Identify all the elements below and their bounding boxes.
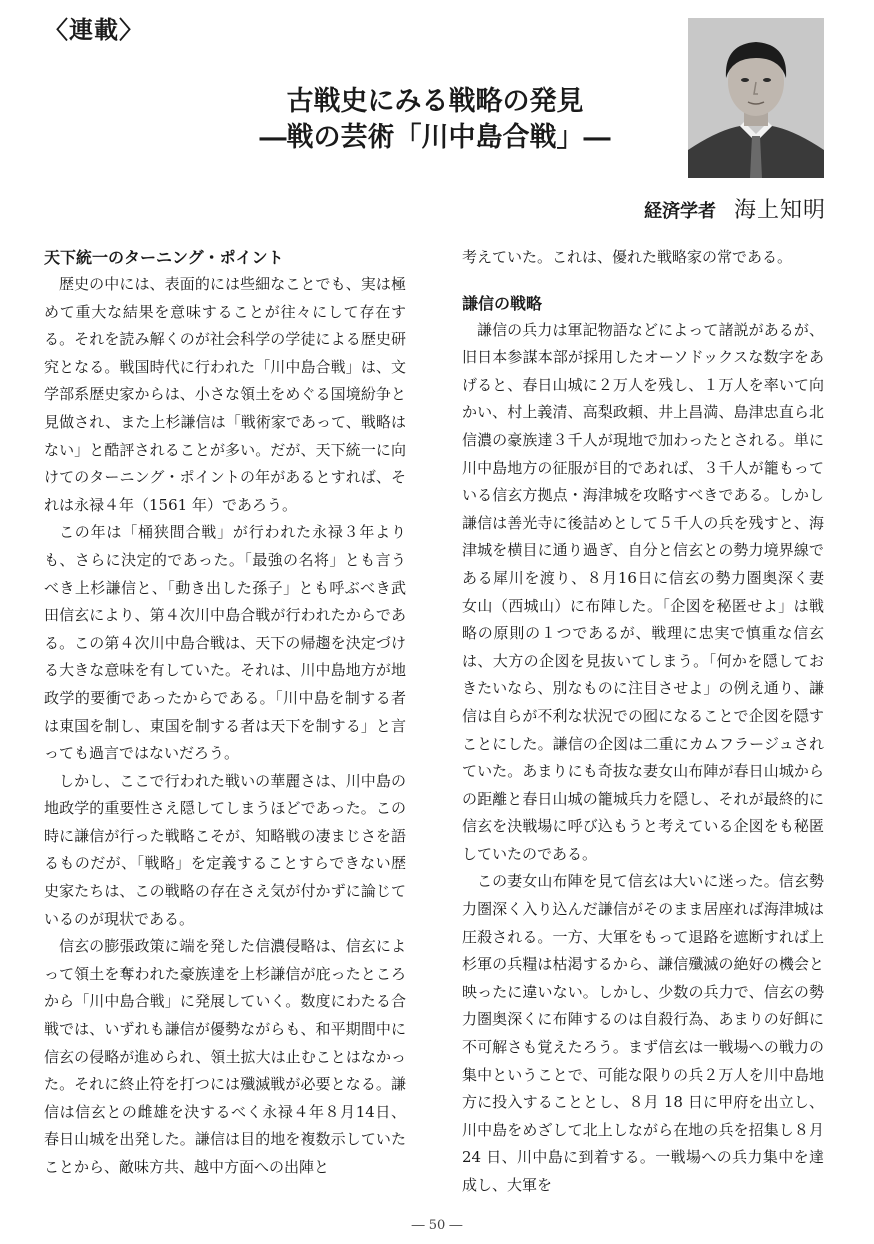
paragraph: 信玄の膨張政策に端を発した信濃侵略は、信玄によって領土を奪われた豪族達を上杉謙信が庇ったところから「川中島合戦」に発展していく。数度にわたる合戦では、いずれも謙信が優勢ながらも、和平期間中に信玄の侵略が進められ、領土拡大は止むことはなかった。それに終止符を打つには殲滅戦が必要となる。謙信は信玄との雌雄を決するべく永禄４年８月14日、春日山城を出発した。謙信は目的地を複数示していたことから、敵味方共、越中方面への出陣と [44, 937, 406, 1176]
paragraph: この年は「桶狭間合戦」が行われた永禄３年よりも、さらに決定的であった。「最強の名将」とも言うべき上杉謙信と、「動き出した孫子」とも呼ぶべき武田信玄により、第４次川中島合戦が行われたからである。この第４次川中島合戦は、天下の帰趨を決定づける大きな意味を有していた。それは、川中島地方が地政学的要衝であったからである。「川中島を制する者は東国を制し、東国を制する者は天下を制する」と言っても過言ではないだろう。 [44, 523, 406, 763]
author-portrait-image [688, 18, 824, 178]
right-column [462, 244, 824, 1200]
section-heading-kenshin-strategy: 謙信の戦略 [462, 293, 543, 313]
title-subtitle: ―戦の芸術「川中島合戦」― [259, 122, 611, 153]
title-main: 古戦史にみる戦略の発見 [286, 86, 584, 117]
paragraph: 謙信の兵力は軍記物語などによって諸説があるが、旧日本参謀本部が採用したオーソドックスな数字をあげると、春日山城に２万人を残し、１万人を率いて向かい、村上義清、高梨政頼、井上昌満、島津忠直ら北信濃の豪族達３千人が現地で加わったとされる。単に川中島地方の征服が目的であれば、３千人が籠もっている信玄方拠点・海津城を攻略すべきである。しかし謙信は善光寺に後詰めとして５千人の兵を残すと、海津城を横目に通り過ぎ、自分と信玄との勢力境界線である犀川を渡り、８月16日に信玄の勢力圏奥深く妻女山（西城山）に布陣した。「企図を秘匿せよ」は戦略の原則の１つであるが、戦理に忠実で慎重な信玄は、大方の企図を見抜いてしまう。「何かを隠しておきたいなら、別なものに注目させよ」の例え通り、謙信は自らが不利な状況での囮になることで企図を隠すことにした。謙信の企図は二重にカムフラージュされていた。あまりにも奇抜な妻女山布陣が春日山城からの距離と春日山城の籠城兵力を隠し、それが最終的に信玄を決戦場に呼び込もうと考えている企図をも秘匿していたのである。 [462, 320, 824, 863]
paragraph: しかし、ここで行われた戦いの華麗さは、川中島の地政学的重要性さえ隠してしまうほどであった。この時に謙信が行った戦略こそが、知略戦の凄まじさを語るものだが、「戦略」を定義することすらできない歴史家たちは、この戦略の存在さえ気が付かずに論じているのが現状である。 [44, 771, 406, 928]
paragraph: この妻女山布陣を見て信玄は大いに迷った。信玄勢力圏深く入り込んだ謙信がそのまま居座れば海津城は圧殺される。一方、大軍をもって退路を遮断すれば上杉軍の兵糧は枯渇するから、謙信殲滅の絶好の機会と映ったに違いない。しかし、少数の兵力で、信玄の勢力圏奥深くに布陣するのは自殺行為、あまりの好餌に不可解さも覚えたろう。まず信玄は一戦場への戦力の集中ということで、可能な限りの兵２万人を川中島地方に投入することとし、８月 18 日に甲府を出立し、川中島をめざして北上しながら在地の兵を招集し８月 24 日、川中島に到着する。一戦場への兵力集中を達成し、大軍を [462, 872, 824, 1194]
author-photo [688, 18, 824, 178]
left-column [44, 244, 406, 1182]
series-tag: 〈連載〉 [44, 16, 144, 44]
section-heading-turning-point: 天下統一のターニング・ポイント [44, 248, 284, 267]
author-role: 経済学者 [643, 201, 716, 222]
paragraph: 歴史の中には、表面的には些細なことでも、実は極めて重大な結果を意味することが往々にして存在する。それを読み解くのが社会科学の学徒による歴史研究となる。戦国時代に行われた「川中島合戦」は、文学部系歴史家からは、小さな領土をめぐる国境紛争と見做され、また上杉謙信は「戦術家であって、戦略はない」と酷評されることが多い。だが、天下統一に向けてのターニング・ポイントの年があるとすれば、それは永禄４年（1561 年）であろう。 [44, 275, 406, 514]
article-title [200, 84, 670, 156]
author-name: 海上知明 [733, 198, 826, 223]
author-byline [644, 193, 826, 224]
paragraph-continuation: 考えていた。これは、優れた戦略家の常である。 [462, 248, 793, 266]
page-number: ― 50 ― [411, 1218, 463, 1233]
